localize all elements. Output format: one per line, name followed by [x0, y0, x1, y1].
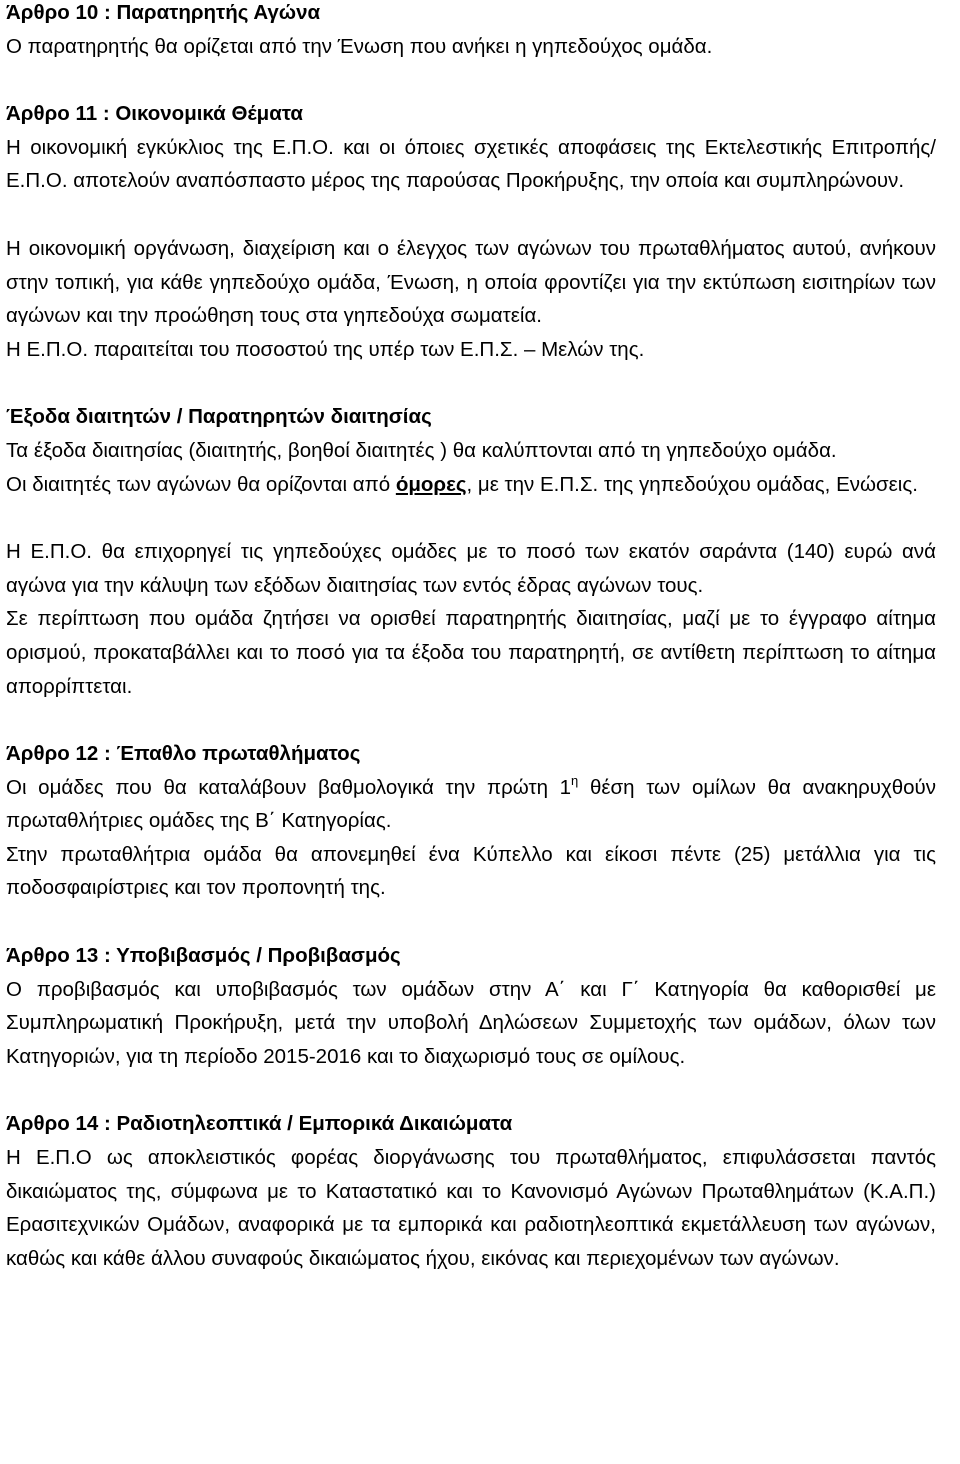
- neighbouring-emphasis: όμορες: [395, 472, 467, 496]
- article-14-paragraph: Η Ε.Π.Ο ως αποκλειστικός φορέας διοργάνωσης του πρωταθλήματος, επιφυλάσσεται παντός δικαιώματος της, σύμφωνα με το Καταστατικό και το Κανονισμό Αγώνων Πρωταθλημάτων (Κ.Α.Π.) Ερασιτεχνικών Ομάδων, αναφορικά με τα εμπορικά και ραδιοτηλεοπτικά εκμετάλλευση των αγώνων, καθώς και κάθε άλλου συναφούς δικαιώματος ήχου, εικόνας και περιεχομένων των αγώνων.: [6, 1146, 936, 1270]
- article-11-paragraph-3: Η Ε.Π.Ο. παραιτείται του ποσοστού της υπέρ των Ε.Π.Σ. – Μελών της.: [6, 337, 645, 361]
- article-12: [6, 737, 936, 905]
- referee-expenses-paragraph-4: Σε περίπτωση που ομάδα ζητήσει να ορισθεί παρατηρητής διαιτησίας, μαζί με το έγγραφο αίτημα ορισμού, προκαταβάλλει και το ποσό για τα έξοδα του παρατηρητή, σε αντίθετη περίπτωση το αίτημα απορρίπτεται.: [6, 607, 936, 698]
- article-10-paragraph: Ο παρατηρητής θα ορίζεται από την Ένωση που ανήκει η γηπεδούχος ομάδα.: [6, 34, 713, 58]
- referee-expenses: [6, 400, 936, 703]
- article-12-text: Οι ομάδες που θα καταλάβουν βαθμολογικά την πρώτη 1: [6, 775, 572, 799]
- document-page: [6, 0, 936, 1275]
- article-13: [6, 939, 936, 1073]
- article-11: [6, 97, 936, 366]
- referee-expenses-paragraph-1: Τα έξοδα διαιτησίας (διαιτητής, βοηθοί διαιτητές ) θα καλύπτονται από τη γηπεδούχο ομάδα.: [6, 438, 837, 462]
- article-14-heading: Άρθρο 14 : Ραδιοτηλεοπτικά / Εμπορικά Δικαιώματα: [6, 1112, 513, 1136]
- article-11-heading: Άρθρο 11 : Οικονομικά Θέματα: [6, 102, 303, 126]
- article-12-paragraph-2: Στην πρωταθλήτρια ομάδα θα απονεμηθεί ένα Κύπελλο και είκοσι πέντε (25) μετάλλια για τις ποδοσφαιρίστριες και τον προπονητή της.: [6, 842, 936, 900]
- referee-expenses-paragraph-2: [6, 468, 936, 502]
- article-13-heading: Άρθρο 13 : Υποβιβασμός / Προβιβασμός: [6, 944, 401, 968]
- referee-expenses-heading: Έξοδα διαιτητών / Παρατηρητών διαιτησίας: [6, 405, 432, 429]
- ordinal-superscript: η: [571, 772, 579, 788]
- article-10-heading: Άρθρο 10 : Παρατηρητής Αγώνα: [6, 1, 321, 24]
- article-12-text-end: θέση των ομίλων θα ανακηρυχθούν πρωταθλήτριες ομάδες της Β΄ Κατηγορίας.: [6, 775, 936, 833]
- article-11-paragraph-2: Η οικονομική οργάνωση, διαχείριση και ο έλεγχος των αγώνων του πρωταθλήματος αυτού, ανήκουν στην τοπική, για κάθε γηπεδούχο ομάδα, Ένωση, η οποία φροντίζει για την εκτύπωση εισιτηρίων των αγώνων και την προώθηση τους στα γηπεδούχα σωματεία.: [6, 236, 936, 328]
- article-12-paragraph-1: [6, 771, 936, 838]
- referee-expenses-paragraph-3: Η Ε.Π.Ο. θα επιχορηγεί τις γηπεδούχες ομάδες με το ποσό των εκατόν σαράντα (140) ευρώ ανά αγώνα για την κάλυψη των εξόδων διαιτησίας των εντός έδρας αγώνων τους.: [6, 540, 936, 597]
- article-11-paragraph-1: Η οικονομική εγκύκλιος της Ε.Π.Ο. και οι όποιες σχετικές αποφάσεις της Εκτελεστικής Επιτροπής/Ε.Π.Ο. αποτελούν αναπόσπαστο μέρος της παρούσας Προκήρυξης, την οποία και συμπληρώνουν.: [6, 135, 936, 193]
- article-10: [6, 0, 936, 63]
- referee-expenses-text: Οι διαιτητές των αγώνων θα ορίζονται από: [6, 472, 396, 496]
- referee-expenses-text-end: , με την Ε.Π.Σ. της γηπεδούχου ομάδας, Ενώσεις.: [466, 472, 918, 496]
- article-12-heading: Άρθρο 12 : Έπαθλο πρωταθλήματος: [6, 742, 361, 766]
- article-13-paragraph: Ο προβιβασμός και υποβιβασμός των ομάδων στην Α΄ και Γ΄ Κατηγορία θα καθορισθεί με Συμπληρωματική Προκήρυξη, μετά την υποβολή Δηλώσεων Συμμετοχής των ομάδων, όλων των Κατηγοριών, για τη περίοδο 2015-2016 και το διαχωρισμό τους σε ομίλους.: [6, 977, 936, 1068]
- article-14: [6, 1107, 936, 1275]
